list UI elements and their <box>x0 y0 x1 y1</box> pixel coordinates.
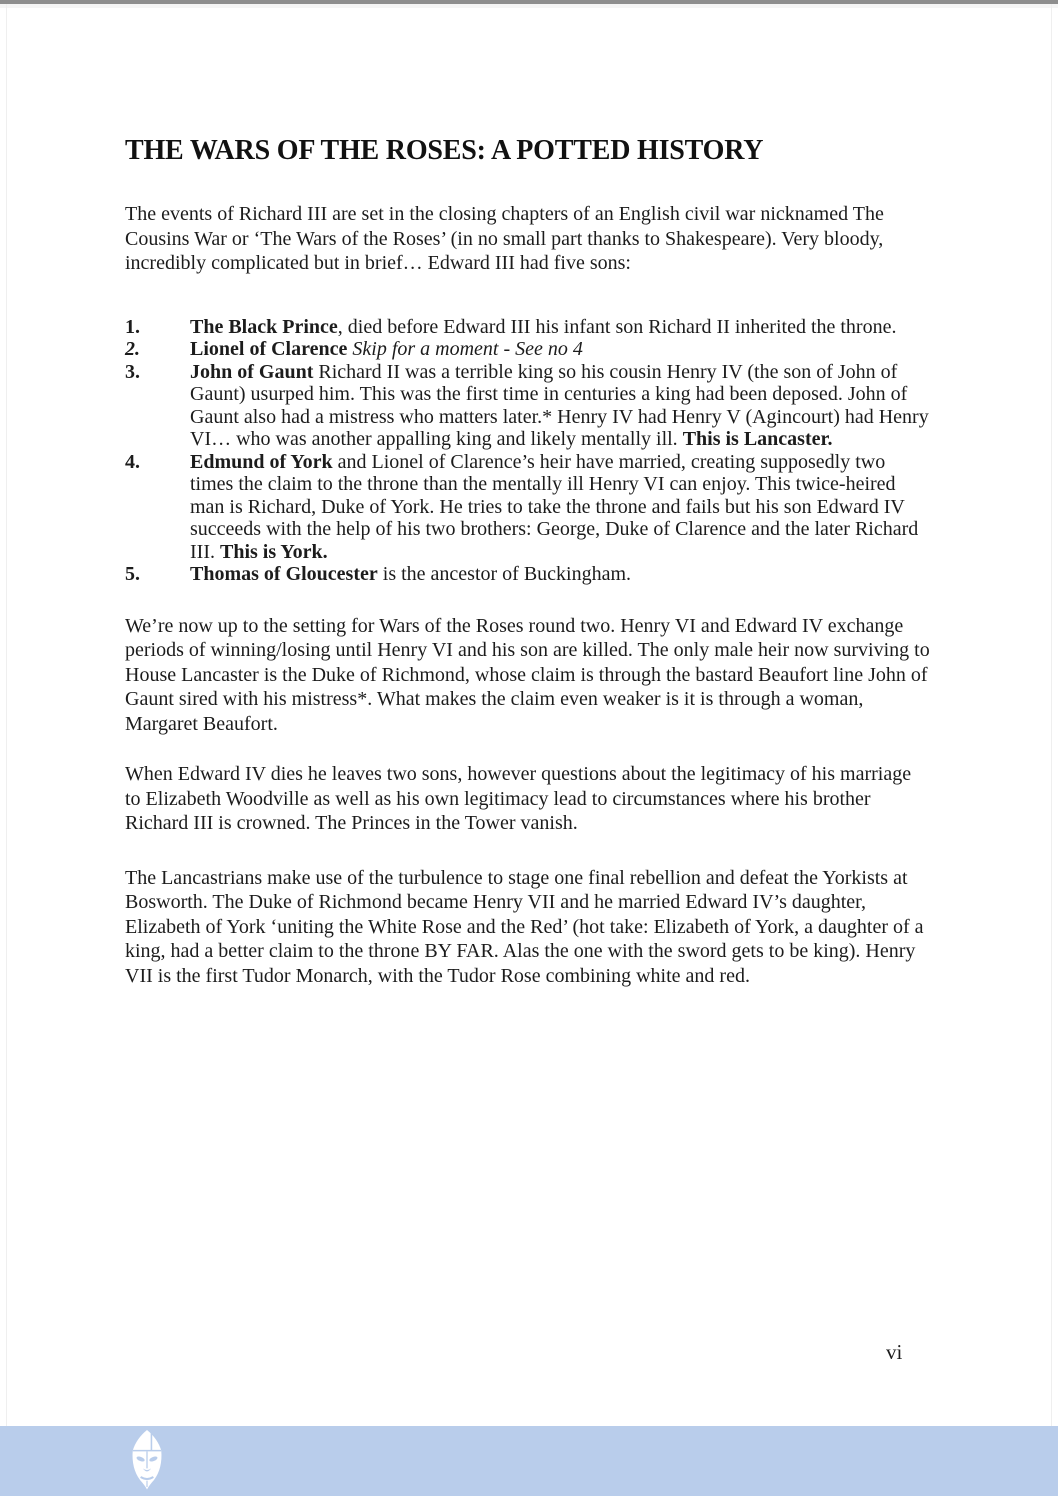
page-edge-right <box>1051 4 1052 1426</box>
list-item-number: 3. <box>125 360 140 383</box>
list-item-number: 1. <box>125 315 140 338</box>
paragraph-edward-dies: When Edward IV dies he leaves two sons, however questions about the legitimacy of his marriage to Elizabeth Woodville as well as his own legitimacy lead to circumstances where his brother Richard III is crowned. The Princes in the Tower vanish. <box>125 763 912 834</box>
page-title: THE WARS OF THE ROSES: A POTTED HISTORY <box>125 135 764 166</box>
list-item-number: 4. <box>125 450 140 473</box>
paragraph-bosworth: The Lancastrians make use of the turbulence to stage one final rebellion and defeat the Yorkists at Bosworth. The Duke of Richmond became Henry VII and he married Edward IV’s daughter, Elizabeth of York ‘uniting the White Rose and the Red’ (hot take: Elizabeth of York, a daughter of a king, had a better claim to the throne BY FAR. Alas the one with the sword gets to be king). Henry VII is the first Tudor Monarch, with the Tudor Rose combining white and red. <box>125 866 924 987</box>
list-item <box>125 361 930 451</box>
intro-paragraph: The events of Richard III are set in the closing chapters of an English civil war nicknamed The Cousins War or ‘The Wars of the Roses’ (in no small part thanks to Shakespeare). Very bloody, incredibly complicated but in brief… Edward III had five sons: <box>125 203 884 274</box>
list-item <box>125 451 930 564</box>
list-item-text: Thomas of Gloucester is the ancestor of Buckingham. <box>190 563 632 585</box>
document-page <box>125 0 930 988</box>
page-edge-left <box>6 4 7 1426</box>
paragraph-round-two: We’re now up to the setting for Wars of the Roses round two. Henry VI and Edward IV exchange periods of winning/losing until Henry VI and his son are killed. The only male heir now surviving to House Lancaster is the Duke of Richmond, whose claim is through the bastard Beaufort line John of Gaunt sired with his mistress*. What makes the claim even weaker is it is through a woman, Margaret Beaufort. <box>125 614 930 735</box>
list-item <box>125 563 930 586</box>
list-item-text: Lionel of Clarence Skip for a moment - See no 4 <box>190 338 583 360</box>
list-item-text: John of Gaunt Richard II was a terrible king so his cousin Henry IV (the son of John of Gaunt) usurped him. This was the first time in centuries a king had been deposed. John of Gaunt also had a mistress who matters later.* Henry IV had Henry V (Agincourt) had Henry VI… who was another appalling king and likely mentally ill. This is Lancaster. <box>190 360 929 450</box>
theatre-mask-icon <box>127 1429 167 1490</box>
list-item <box>125 338 930 361</box>
list-item-text: Edmund of York and Lionel of Clarence’s heir have married, creating supposedly two times the claim to the throne than the mentally ill Henry VI can enjoy. This twice-heired man is Richard, Duke of York. He tries to take the throne and fails but his son Edward IV succeeds with the help of his two brothers: George, Duke of Clarence and the later Richard III. This is York. <box>190 450 919 563</box>
footer-band <box>0 1426 1058 1496</box>
list-item-text: The Black Prince, died before Edward III his infant son Richard II inherited the throne. <box>190 315 897 338</box>
list-item-number: 5. <box>125 563 140 585</box>
list-item <box>125 316 930 339</box>
sons-list <box>125 316 930 586</box>
page-number: vi <box>886 1340 903 1364</box>
list-item-number: 2. <box>125 338 140 360</box>
